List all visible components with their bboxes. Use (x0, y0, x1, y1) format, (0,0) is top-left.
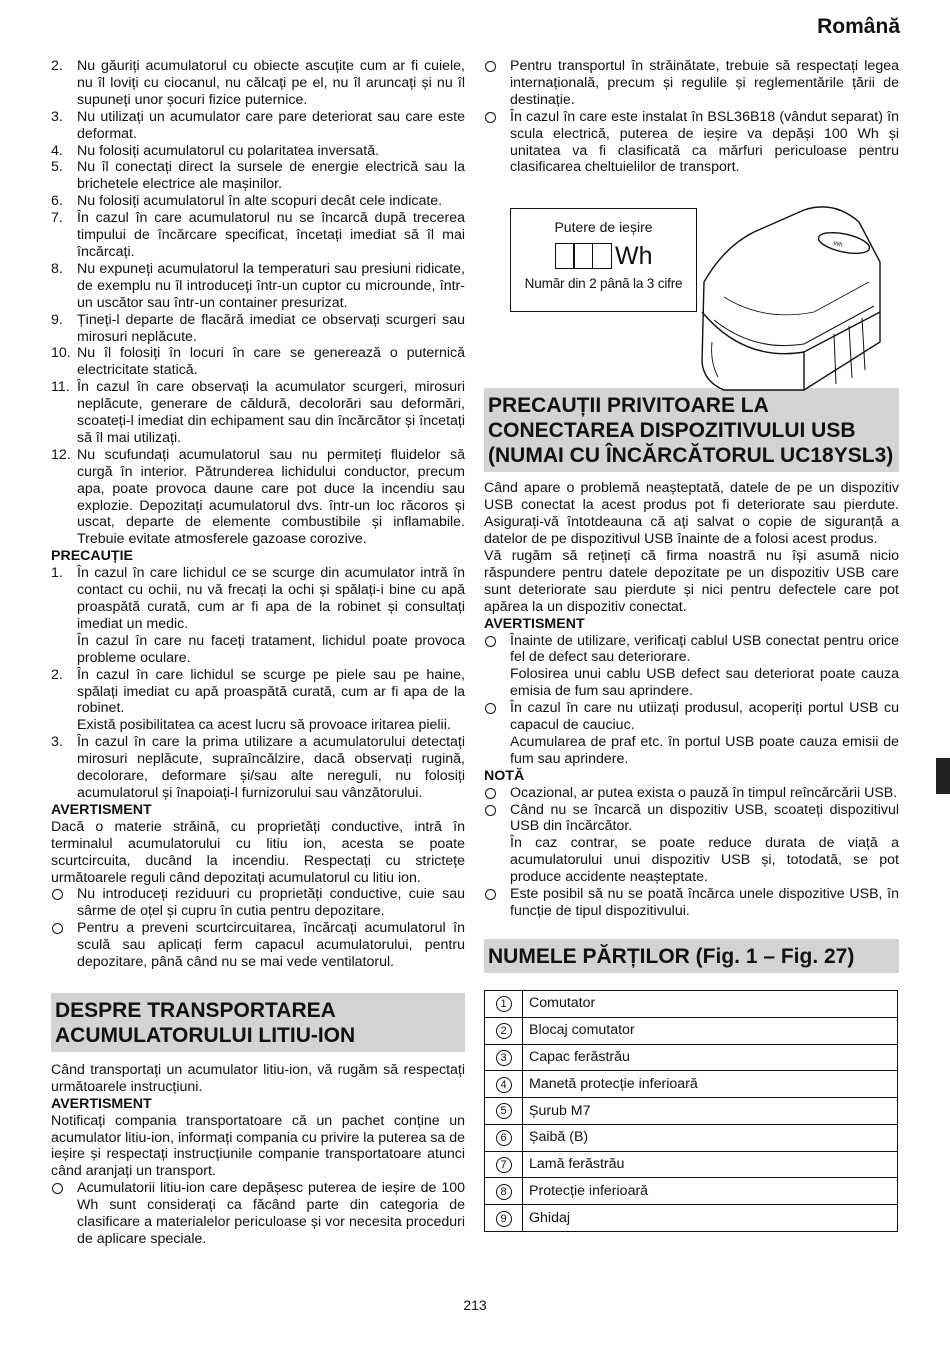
usb-paragraph-2: Vă rugăm să rețineți că firma noastră nu își asumă nicio răspundere pentru datele depozitate pe un dispozitiv USB care sunt deteriorate sau pierdute și nici pentru defectele care pot apărea la un dispozitiv conectat. (484, 547, 899, 615)
page-number: 213 (463, 1297, 487, 1313)
item-text: Nu folosiți acumulatorul cu polaritatea inversată. (77, 142, 380, 159)
item-subtext: Există posibilitatea ca acest lucru să provoace iritarea pielii. (77, 717, 451, 734)
bullet-circle-icon (484, 633, 510, 667)
part-name: Capac ferăstrău (523, 1044, 898, 1071)
item-text: Nu îl conectați direct la sursele de energie electrică sau la brichetele electrice ale mașinilor. (77, 159, 465, 193)
item-text: În cazul în care lichidul se scurge pe piele sau pe haine, spălați imediat cu apă proaspătă curată, cum ar fi apa de la robinet. (77, 666, 465, 717)
part-number-cell (485, 1124, 523, 1151)
parts-table-row (485, 1017, 898, 1044)
output-label-title: Putere de ieșire (554, 219, 653, 236)
bullet-subtext: Acumularea de praf etc. în portul USB poate cauza emisii de fum sau aprindere. (510, 733, 899, 767)
list-item (51, 58, 465, 109)
bullet-circle-icon (484, 886, 510, 920)
item-number: 2. (51, 666, 63, 683)
note-list (484, 785, 899, 920)
left-column (51, 58, 465, 1248)
item-text: Nu scufundați acumulatorul sau nu permiteți fluidelor să curgă în interior. Pătrunderea lichidului conductor, precum apa, poate provoca daune care pot duce la incendiu sau explozie. Depozitați acumulatorul dvs. într-un loc răcoros și uscat, departe de elemente combustibile și inflamabile. Trebuie evitate atmosferele gazoase corozive. (77, 446, 465, 548)
part-number-cell (485, 990, 523, 1017)
parts-table-row (485, 1044, 898, 1071)
item-subtext: În cazul în care nu faceți tratament, lichidul poate provoca probleme oculare. (77, 632, 465, 666)
bullet-circle-icon (51, 886, 77, 920)
bullet-item (51, 1180, 465, 1248)
bullet-circle-icon (484, 700, 510, 734)
parts-table-row (485, 1205, 898, 1232)
part-number-cell (485, 1044, 523, 1071)
caution-list (51, 565, 465, 802)
digit-cells (555, 243, 611, 269)
battery-wh-label: Wh (832, 241, 844, 250)
usb-warning-list (484, 633, 899, 768)
note-heading: NOTĂ (484, 767, 525, 784)
list-item (51, 261, 465, 312)
output-unit: Wh (614, 242, 653, 271)
bullet-text: Acumulatorii litiu-ion care depășesc puterea de ieșire de 100 Wh sunt considerați ca făcând parte din categoria de clasificare a materialelor periculoase și vor necesita proceduri de aplicare speciale. (77, 1180, 465, 1247)
battery-output-figure (484, 208, 899, 388)
bullet-item (484, 109, 899, 177)
part-name: Blocaj comutator (523, 1017, 898, 1044)
bullet-item (484, 886, 899, 920)
bullet-circle-icon (484, 109, 510, 177)
bullet-text: Ocazional, ar putea exista o pauză în timpul reîncărcării USB. (510, 784, 898, 801)
part-number: 6 (496, 1130, 512, 1146)
part-number-cell (485, 1071, 523, 1098)
transport-warning-text: Notificați compania transportatoare că un pachet conține un acumulator litiu-ion, informați compania cu privire la puterea sa de ieșire și respectați instrucțiunile companie transportatoare atunci când aranjați un transport. (51, 1112, 466, 1180)
warning-heading: AVERTISMENT (51, 801, 152, 818)
item-text: Nu utilizați un acumulator care pare deteriorat sau care este deformat. (77, 108, 465, 142)
parts-table-row (485, 1098, 898, 1125)
bullet-circle-icon (484, 58, 510, 109)
item-text: În cazul în care observați la acumulator scurgeri, mirosuri neplăcute, generare de căldură, decolorări sau deformări, scoateți-l imediat din echipament sau din încărcător și încetați să îl mai utilizați. (77, 379, 465, 446)
part-number: 4 (496, 1077, 512, 1093)
output-value-display (511, 242, 696, 270)
list-item (51, 667, 465, 718)
bullet-text: Nu introduceți reziduuri cu proprietăți conductive, cuie sau sârme de oțel și cupru în cutia pentru depozitare. (77, 886, 465, 920)
item-text: În cazul în care lichidul ce se scurge din acumulator intră în contact cu ochii, nu vă frecați la ochi și spălați-i bine cu apă proaspătă curată, cum ar fi apa de la robinet și consultați imediat un medic. (77, 565, 465, 632)
parts-table-row (485, 1124, 898, 1151)
parts-table-row (485, 990, 898, 1017)
item-number: 10. (51, 345, 71, 362)
part-number: 1 (496, 996, 512, 1012)
language-label: Română (817, 15, 900, 38)
bullet-text: Este posibil să nu se poată încărca unele dispozitive USB, în funcție de tipul dispozitivului. (510, 886, 899, 919)
list-item (51, 379, 465, 447)
part-name: Lamă ferăstrău (523, 1151, 898, 1178)
part-number-cell (485, 1151, 523, 1178)
transport-bullet-list (51, 1180, 465, 1248)
item-number: 11. (51, 379, 70, 396)
list-item (51, 193, 465, 210)
part-number-cell (485, 1205, 523, 1232)
item-text: În cazul în care acumulatorul nu se încarcă după trecerea timpului de încărcare specificat, încetați imediat să îl mai încărcați. (77, 210, 465, 260)
item-number: 7. (51, 210, 63, 227)
parts-table (484, 990, 898, 1232)
transport-section-title: DESPRE TRANSPORTAREA ACUMULATORULUI LITIU-ION (51, 993, 465, 1052)
item-number: 8. (51, 260, 63, 277)
list-item (51, 159, 465, 193)
item-number: 3. (51, 108, 63, 125)
usb-section-title: PRECAUȚII PRIVITOARE LA CONECTAREA DISPOZITIVULUI USB (NUMAI CU ÎNCĂRCĂTORUL UC18YSL3) (484, 388, 899, 472)
usb-warning-heading: AVERTISMENT (484, 615, 585, 632)
bullet-item (51, 886, 465, 920)
item-number: 4. (51, 142, 63, 159)
part-number: 2 (496, 1023, 512, 1039)
item-text: În cazul în care la prima utilizare a acumulatorului detectați mirosuri neplăcute, supraîncălzire, dacă observați rugină, decolorare, deformare și/sau alte nereguli, nu folosiți acumulatorul și înapoiați-l furnizorului sau vânzătorului. (77, 734, 465, 801)
part-number: 7 (496, 1157, 512, 1173)
list-item (51, 734, 465, 802)
item-text: Nu găuriți acumulatorul cu obiecte ascuțite cum ar fi cuiele, nu îl loviți cu ciocanul, nu călcați pe el, nu îl aruncați și nu îl supuneți unor șocuri fizice puternice. (77, 58, 465, 108)
item-text: Nu îl folosiți în locuri în care se generează o puternică electricitate statică. (77, 345, 465, 379)
section-tab-marker (936, 758, 950, 794)
caution-heading: PRECAUȚIE (51, 548, 133, 565)
part-name: Protecție inferioară (523, 1178, 898, 1205)
right-column (484, 58, 899, 1232)
part-name: Comutator (523, 990, 898, 1017)
part-number: 8 (496, 1184, 512, 1200)
list-item (51, 345, 465, 379)
part-number-cell (485, 1017, 523, 1044)
item-number: 3. (51, 734, 63, 751)
part-number: 9 (496, 1211, 512, 1227)
item-text: Nu folosiți acumulatorul în alte scopuri decât cele indicate. (77, 193, 443, 210)
part-number: 3 (496, 1050, 512, 1066)
usb-paragraph-1: Când apare o problemă neașteptată, datele de pe un dispozitiv USB conectat la acest produs pot fi deteriorate sau pierdute. Asigurați-vă întotdeauna că ați salvat o copie de siguranță a datelor de pe dispozitivul USB înainte de a folosi acest produs. (484, 480, 899, 548)
bullet-circle-icon (51, 920, 77, 971)
bullet-text: Înainte de utilizare, verificați cablul USB conectat pentru orice fel de defect sau deteriorare. (510, 632, 899, 666)
parts-section-title: NUMELE PĂRȚILOR (Fig. 1 – Fig. 27) (484, 939, 899, 973)
bullet-circle-icon (484, 785, 510, 802)
bullet-item (484, 633, 899, 667)
transport-bullet-list-continued (484, 58, 899, 176)
warning-text: Dacă o materie străină, cu proprietăți conductive, intră în terminalul acumulatorului cu litiu ion, acesta se poate scurtcircuita, ducând la incendiu. Respectați cu strictețe următoarele reguli când depozitați acumulatorul cu litiu ion. (51, 818, 465, 886)
digit-count-note: Număr din 2 până la 3 cifre (524, 276, 683, 292)
list-item (51, 312, 465, 346)
bullet-text: În cazul în care este instalat în BSL36B18 (vândut separat) în scula electrică, puterea de ieșire va depăși 100 Wh și unitatea va fi clasificată ca mărfuri periculoase pentru clasificarea cheltuielilor de transport. (510, 108, 899, 176)
battery-illustration (684, 202, 884, 392)
bullet-text: Pentru transportul în străinătate, trebuie să respectați legea internațională, precum și regulile și reglementările țării de destinație. (510, 58, 899, 108)
list-item (51, 565, 465, 633)
bullet-circle-icon (484, 802, 510, 836)
bullet-text: Când nu se încarcă un dispozitiv USB, scoateți dispozitivul USB din încărcător. (510, 801, 899, 835)
parts-table-row (485, 1151, 898, 1178)
list-item (51, 447, 465, 548)
bullet-item (484, 700, 899, 734)
list-item (51, 210, 465, 261)
list-item (51, 109, 465, 143)
warning-bullet-list (51, 886, 465, 971)
bullet-subtext: În caz contrar, se poate reduce durata de viață a acumulatorului unui dispozitiv USB și, totodată, se pot produce accidente neașteptate. (510, 835, 899, 886)
battery-precautions-list (51, 58, 465, 548)
item-number: 12. (51, 446, 71, 463)
item-number: 1. (51, 565, 63, 582)
parts-table-row (485, 1178, 898, 1205)
bullet-circle-icon (51, 1180, 77, 1248)
part-number-cell (485, 1178, 523, 1205)
parts-table-row (485, 1071, 898, 1098)
transport-warning-heading: AVERTISMENT (51, 1095, 152, 1112)
bullet-text: Pentru a preveni scurtcircuitarea, încărcați acumulatorul în sculă sau aplicați ferm capacul acumulatorului, pentru depozitare, până când nu se mai vede ventilatorul. (77, 920, 465, 971)
output-label-callout (510, 208, 697, 312)
item-number: 5. (51, 159, 63, 176)
item-number: 9. (51, 311, 63, 328)
bullet-text: În cazul în care nu utiizați produsul, acoperiți portul USB cu capacul de cauciuc. (510, 700, 899, 734)
part-name: Șaibă (B) (523, 1124, 898, 1151)
transport-intro-text: Când transportați un acumulator litiu-ion, vă rugăm să respectați următoarele instrucțiuni. (51, 1061, 465, 1095)
bullet-item (484, 58, 899, 109)
part-number: 5 (496, 1103, 512, 1119)
part-name: Ghidaj (523, 1205, 898, 1232)
item-number: 6. (51, 193, 63, 210)
item-text: Nu expuneți acumulatorul la temperaturi sau presiuni ridicate, de exemplu nu îl introduceți într-un cuptor cu microunde, într-un uscător sau într-un container presurizat. (77, 260, 465, 311)
bullet-item (484, 802, 899, 836)
bullet-subtext: Folosirea unui cablu USB defect sau deteriorat poate cauza emisia de fum sau aprindere. (510, 666, 899, 700)
part-name: Șurub M7 (523, 1098, 898, 1125)
bullet-item (51, 920, 465, 971)
item-text: Țineți-l departe de flacără imediat ce observați scurgeri sau mirosuri neplăcute. (77, 311, 465, 345)
list-item (51, 143, 465, 160)
part-number-cell (485, 1098, 523, 1125)
item-number: 2. (51, 58, 63, 74)
bullet-item (484, 785, 899, 802)
part-name: Manetă protecție inferioară (523, 1071, 898, 1098)
